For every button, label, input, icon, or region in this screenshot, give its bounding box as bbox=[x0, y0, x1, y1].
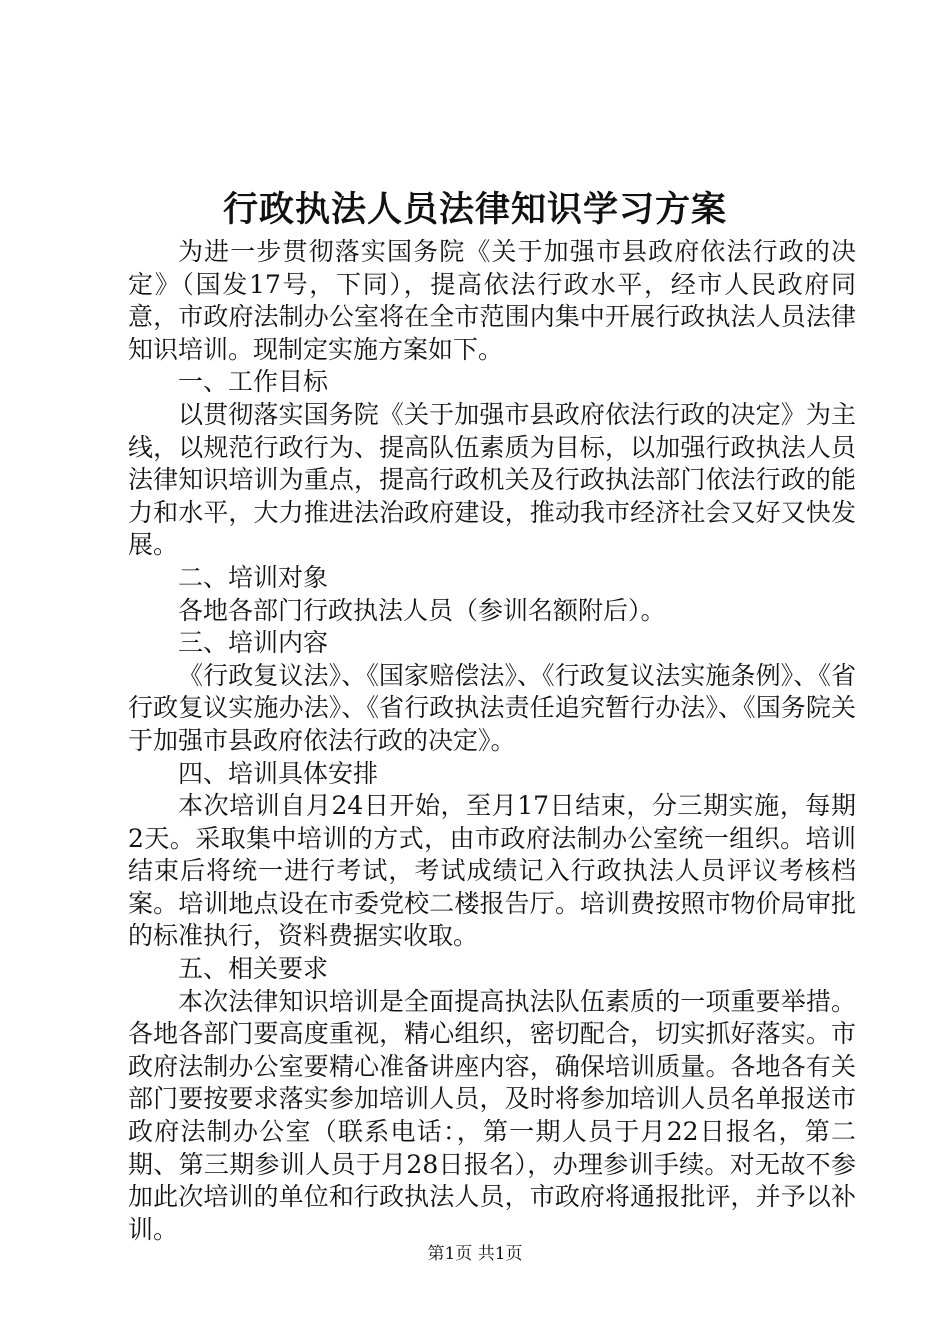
section-paragraph-3: 《行政复议法》、《国家赔偿法》、《行政复议法实施条例》、《省行政复议实施办法》、《省行政执法责任追究暂行办法》、《国务院关于加强市县政府依法行政的决定》。 bbox=[128, 660, 856, 755]
section-paragraph-5: 本次法律知识培训是全面提高执法队伍素质的一项重要举措。各地各部门要高度重视，精心组织，密切配合，切实抓好落实。市政府法制办公室要精心准备讲座内容，确保培训质量。各地各有关部门要按要求落实参加培训人员，及时将参加培训人员名单报送市政府法制办公室（联系电话：，第一期人员于月22日报名，第二期、第三期参训人员于月28日报名），办理参训手续。对无故不参加此次培训的单位和行政执法人员，市政府将通报批评，并予以补训。 bbox=[128, 986, 856, 1244]
document-title: 行政执法人员法律知识学习方案 bbox=[222, 189, 727, 230]
page-number-footer: 第1页 共1页 bbox=[427, 1244, 523, 1264]
document-body bbox=[128, 236, 856, 1246]
section-heading-1: 一、工作目标 bbox=[178, 367, 329, 397]
section-heading-4: 四、培训具体安排 bbox=[178, 758, 379, 788]
section-heading-2: 二、培训对象 bbox=[178, 562, 329, 592]
section-heading-5: 五、相关要求 bbox=[178, 954, 329, 984]
intro-paragraph: 为进一步贯彻落实国务院《关于加强市县政府依法行政的决定》（国发17号，下同），提高依法行政水平，经市人民政府同意，市政府法制办公室将在全市范围内集中开展行政执法人员法律知识培训。现制定实施方案如下。 bbox=[128, 237, 856, 364]
section-paragraph-4: 本次培训自月24日开始，至月17日结束，分三期实施，每期2天。采取集中培训的方式，由市政府法制办公室统一组织。培训结束后将统一进行考试，考试成绩记入行政执法人员评议考核档案。培训地点设在市委党校二楼报告厅。培训费按照市物价局审批的标准执行，资料费据实收取。 bbox=[128, 791, 856, 951]
section-heading-3: 三、培训内容 bbox=[178, 628, 329, 658]
section-paragraph-2: 各地各部门行政执法人员（参训名额附后）。 bbox=[178, 595, 666, 625]
section-paragraph-1: 以贯彻落实国务院《关于加强市县政府依法行政的决定》为主线，以规范行政行为、提高队伍素质为目标，以加强行政执法人员法律知识培训为重点，提高行政机关及行政执法部门依法行政的能力和水平，大力推进法治政府建设，推动我市经济社会又好又快发展。 bbox=[128, 399, 856, 560]
